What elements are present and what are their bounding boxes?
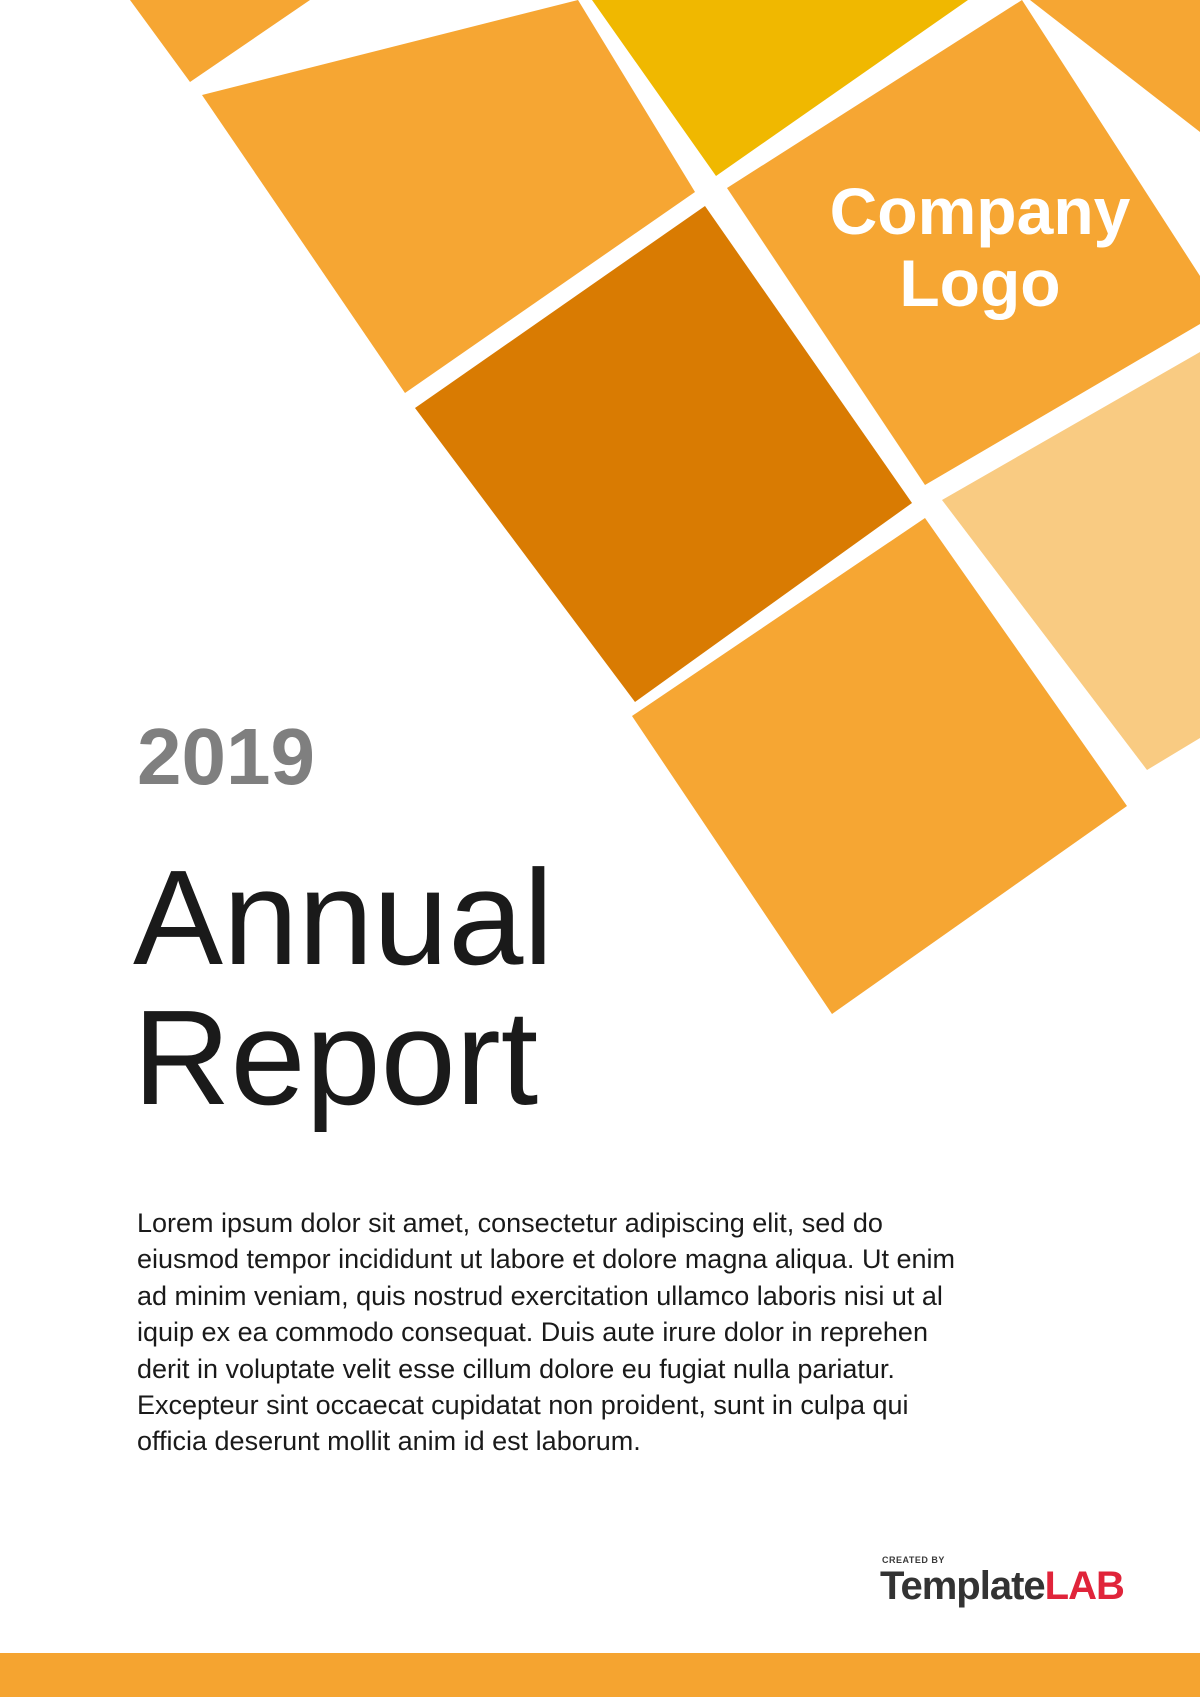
brand-name-template: Template: [880, 1564, 1045, 1608]
report-year: 2019: [137, 712, 315, 801]
tile-top-left: [130, 0, 310, 82]
report-title: [133, 842, 554, 1133]
brand-created-by: CREATED BY: [882, 1555, 945, 1565]
body-line: eiusmod tempor incididunt ut labore et dolore magna aliqua. Ut enim: [137, 1244, 955, 1275]
company-logo-line2: Logo: [899, 246, 1061, 320]
body-line: Lorem ipsum dolor sit amet, consectetur adipiscing elit, sed do: [137, 1208, 883, 1238]
body-paragraph: [137, 1205, 1097, 1460]
body-line: derit in voluptate velit esse cillum dolore eu fugiat nulla pariatur.: [137, 1353, 895, 1384]
body-line: ad minim veniam, quis nostrud exercitation ullamco laboris nisi ut al: [137, 1280, 943, 1311]
templatelab-logo: [880, 1555, 1140, 1607]
bottom-accent-bar: [0, 1653, 1200, 1697]
company-logo-placeholder: [820, 175, 1140, 319]
body-line: officia deserunt mollit anim id est laborum.: [137, 1426, 641, 1457]
brand-name-lab: LAB: [1044, 1564, 1124, 1608]
report-title-line2: Report: [133, 982, 539, 1133]
brand-name: [880, 1565, 1140, 1607]
body-line: iquip ex ea commodo consequat. Duis aute irure dolor in reprehen: [137, 1317, 928, 1348]
body-line: Excepteur sint occaecat cupidatat non proident, sunt in culpa qui: [137, 1390, 909, 1421]
company-logo-line1: Company: [829, 174, 1131, 248]
report-title-line1: Annual: [133, 842, 554, 993]
